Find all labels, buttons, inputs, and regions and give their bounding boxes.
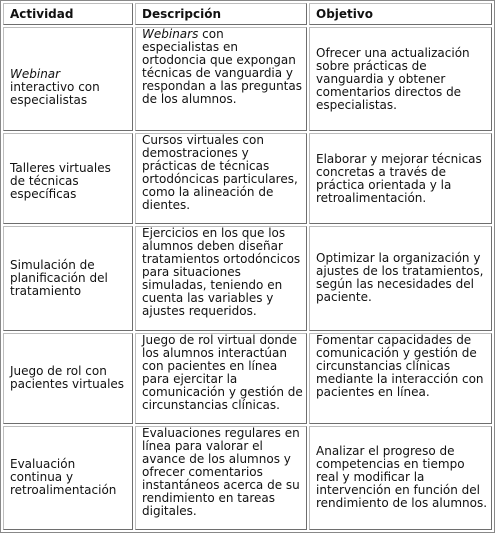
table-row <box>3 226 492 330</box>
description-cell: Juego de rol virtual donde los alumnos interactúan con pacientes en línea para ejercitar la comunicación y gestión de circunstancias clínicas. <box>135 333 307 424</box>
activity-cell: Juego de rol con pacientes virtuales <box>3 333 133 424</box>
activity-cell: Evaluación continua y retroalimentación <box>3 426 133 530</box>
activity-text: interactivo con especialistas <box>10 80 100 108</box>
activity-italic-text: Webinar <box>10 67 61 82</box>
header-row <box>3 3 492 25</box>
table-row <box>3 27 492 131</box>
objective-cell: Optimizar la organización y ajustes de los tratamientos, según las necesidades del paciente. <box>309 226 492 330</box>
activity-cell: Simulación de planificación del tratamiento <box>3 226 133 330</box>
objective-cell: Analizar el progreso de competencias en tiempo real y modificar la intervención en función del rendimiento de los alumnos. <box>309 426 492 530</box>
activity-cell: Talleres virtuales de técnicas específicas <box>3 133 133 224</box>
objective-cell: Ofrecer una actualización sobre prácticas de vanguardia y obtener comentarios directos de especialistas. <box>309 27 492 131</box>
objective-cell: Fomentar capacidades de comunicación y gestión de circunstancias clínicas mediante la interacción con pacientes en línea. <box>309 333 492 424</box>
description-cell: Evaluaciones regulares en línea para valorar el avance de los alumnos y ofrecer comentarios instantáneos acerca de su rendimiento en tareas digitales. <box>135 426 307 530</box>
description-italic-text: Webinars <box>142 27 199 41</box>
header-activity: Actividad <box>3 3 133 25</box>
header-description: Descripción <box>135 3 307 25</box>
description-cell: Ejercicios en los que los alumnos deben diseñar tratamientos ortodóncicos para situaciones simuladas, teniendo en cuenta las variables y ajustes requeridos. <box>135 226 307 330</box>
header-objective: Objetivo <box>309 3 492 25</box>
description-cell <box>135 27 307 131</box>
table-row <box>3 133 492 224</box>
description-cell: Cursos virtuales con demostraciones y prácticas de técnicas ortodóncicas particulares, como la alineación de dientes. <box>135 133 307 224</box>
table-row <box>3 426 492 530</box>
description-text: con especialistas en ortodoncia que expongan técnicas de vanguardia y respondan a las preguntas de los alumnos. <box>142 27 302 106</box>
table-row <box>3 333 492 424</box>
objective-cell: Elaborar y mejorar técnicas concretas a través de práctica orientada y la retroalimentación. <box>309 133 492 224</box>
activity-cell <box>3 27 133 131</box>
